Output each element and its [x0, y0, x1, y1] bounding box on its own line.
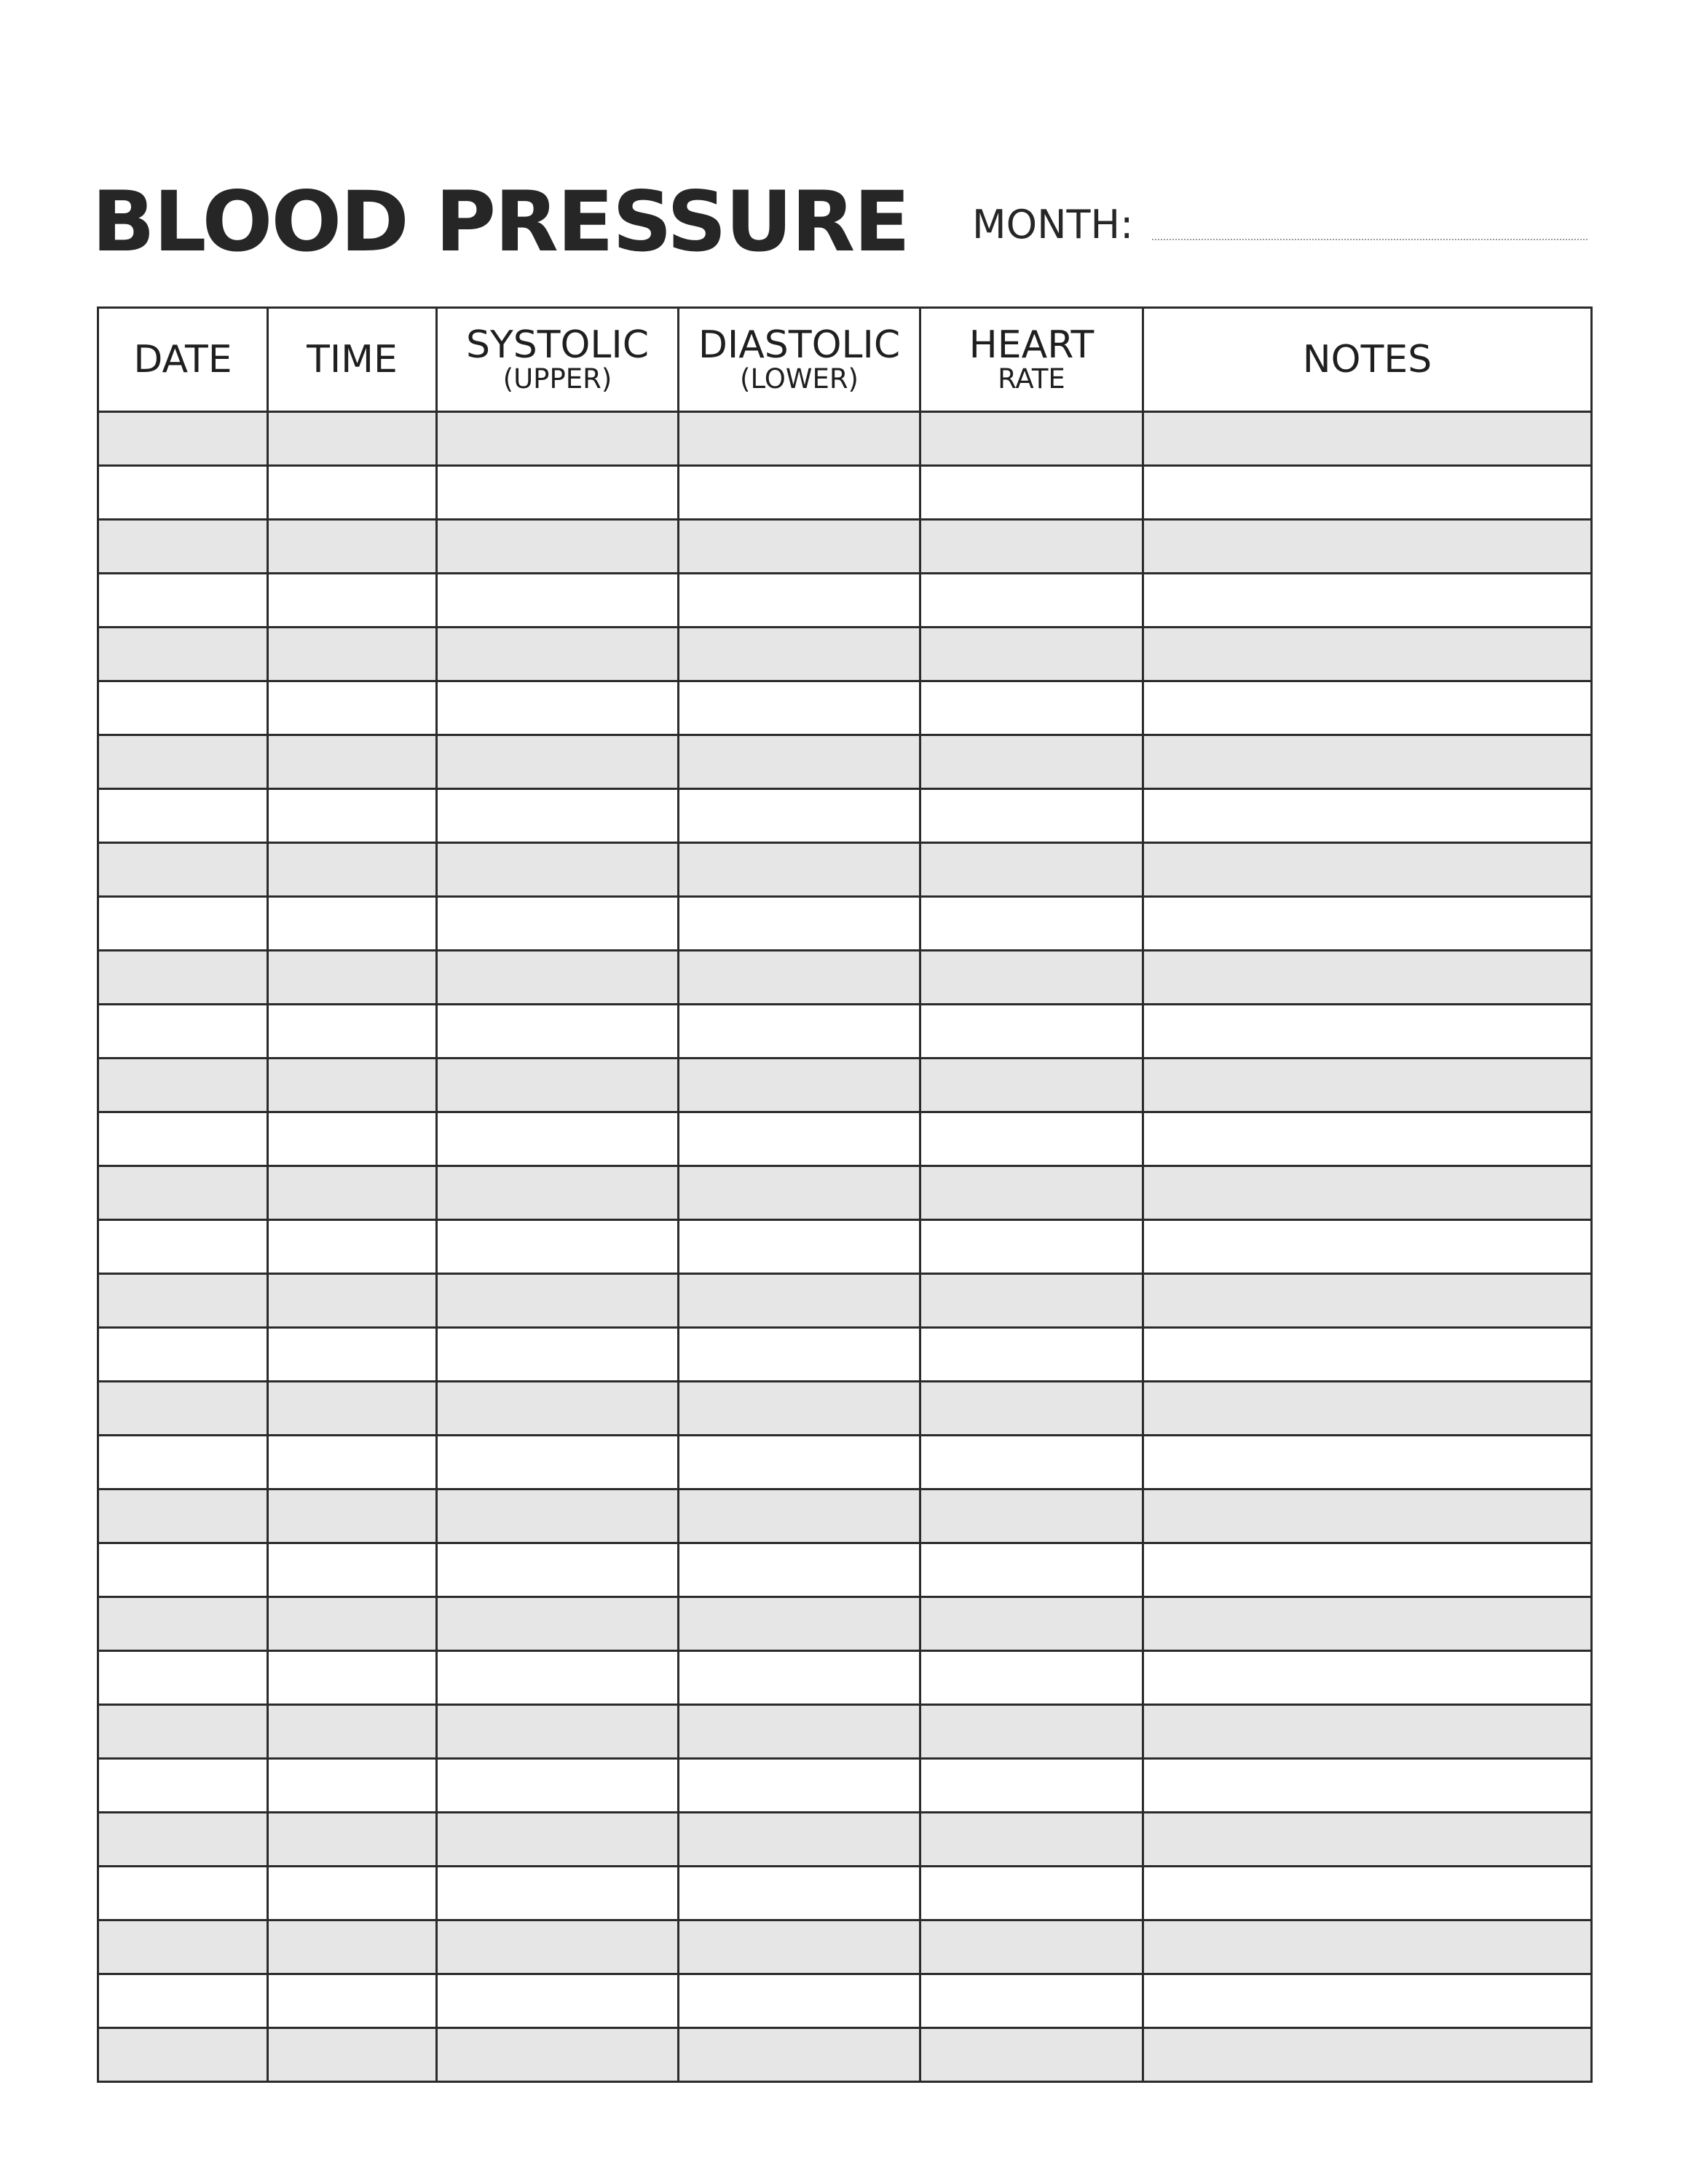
- table-row: [98, 1112, 1592, 1166]
- heart-rate-cell[interactable]: [920, 1112, 1143, 1166]
- heart-rate-cell[interactable]: [920, 1597, 1143, 1651]
- table-row: [98, 1274, 1592, 1328]
- systolic-cell[interactable]: [437, 412, 679, 466]
- time-cell[interactable]: [268, 1436, 437, 1489]
- notes-cell[interactable]: [1143, 1597, 1592, 1651]
- table-row: [98, 1543, 1592, 1597]
- date-cell[interactable]: [98, 1166, 268, 1220]
- table-row: [98, 1920, 1592, 1974]
- notes-cell[interactable]: [1143, 789, 1592, 843]
- table-row: [98, 1005, 1592, 1059]
- diastolic-cell[interactable]: [679, 843, 920, 897]
- systolic-cell[interactable]: [437, 1059, 679, 1112]
- heart-rate-cell[interactable]: [920, 412, 1143, 466]
- notes-cell[interactable]: [1143, 1436, 1592, 1489]
- heart-rate-cell[interactable]: [920, 1543, 1143, 1597]
- time-cell[interactable]: [268, 1759, 437, 1813]
- table-row: [98, 1705, 1592, 1759]
- time-cell[interactable]: [268, 1489, 437, 1543]
- table-row: [98, 1436, 1592, 1489]
- notes-cell[interactable]: [1143, 466, 1592, 520]
- date-cell[interactable]: [98, 1651, 268, 1705]
- diastolic-cell[interactable]: [679, 1597, 920, 1651]
- date-cell[interactable]: [98, 1759, 268, 1813]
- notes-cell[interactable]: [1143, 1651, 1592, 1705]
- systolic-cell[interactable]: [437, 1920, 679, 1974]
- date-cell[interactable]: [98, 1543, 268, 1597]
- time-cell[interactable]: [268, 1920, 437, 1974]
- systolic-cell[interactable]: [437, 1166, 679, 1220]
- table-row: [98, 1489, 1592, 1543]
- heart-rate-cell[interactable]: [920, 1274, 1143, 1328]
- notes-cell[interactable]: [1143, 1005, 1592, 1059]
- month-field[interactable]: [1152, 239, 1588, 240]
- diastolic-cell[interactable]: [679, 1651, 920, 1705]
- date-cell[interactable]: [98, 1382, 268, 1436]
- date-cell[interactable]: [98, 1813, 268, 1867]
- systolic-cell[interactable]: [437, 1382, 679, 1436]
- notes-cell[interactable]: [1143, 1166, 1592, 1220]
- table-row: [98, 412, 1592, 466]
- diastolic-cell[interactable]: [679, 1705, 920, 1759]
- date-cell[interactable]: [98, 1974, 268, 2028]
- column-header-heart-rate: [920, 308, 1143, 412]
- table-row: [98, 735, 1592, 789]
- date-cell[interactable]: [98, 574, 268, 628]
- notes-cell[interactable]: [1143, 681, 1592, 735]
- notes-cell[interactable]: [1143, 735, 1592, 789]
- notes-cell[interactable]: [1143, 574, 1592, 628]
- time-cell[interactable]: [268, 843, 437, 897]
- table-row: [98, 1651, 1592, 1705]
- date-cell[interactable]: [98, 466, 268, 520]
- time-cell[interactable]: [268, 628, 437, 681]
- table-row: [98, 1166, 1592, 1220]
- time-cell[interactable]: [268, 1059, 437, 1112]
- diastolic-cell[interactable]: [679, 1813, 920, 1867]
- systolic-cell[interactable]: [437, 1813, 679, 1867]
- diastolic-cell[interactable]: [679, 1328, 920, 1382]
- systolic-cell[interactable]: [437, 466, 679, 520]
- notes-cell[interactable]: [1143, 1974, 1592, 2028]
- date-cell[interactable]: [98, 1328, 268, 1382]
- log-body: [98, 412, 1592, 2082]
- heart-rate-cell[interactable]: [920, 789, 1143, 843]
- column-header-sublabel: (LOWER): [740, 363, 859, 395]
- diastolic-cell[interactable]: [679, 1436, 920, 1489]
- systolic-cell[interactable]: [437, 951, 679, 1005]
- heart-rate-cell[interactable]: [920, 843, 1143, 897]
- systolic-cell[interactable]: [437, 789, 679, 843]
- systolic-cell[interactable]: [437, 681, 679, 735]
- diastolic-cell[interactable]: [679, 1005, 920, 1059]
- date-cell[interactable]: [98, 681, 268, 735]
- time-cell[interactable]: [268, 681, 437, 735]
- notes-cell[interactable]: [1143, 520, 1592, 574]
- column-header-notes: [1143, 308, 1592, 412]
- column-header-label: NOTES: [1302, 337, 1432, 381]
- date-cell[interactable]: [98, 1920, 268, 1974]
- time-cell[interactable]: [268, 1597, 437, 1651]
- systolic-cell[interactable]: [437, 1705, 679, 1759]
- date-cell[interactable]: [98, 1597, 268, 1651]
- column-header-sublabel: RATE: [998, 363, 1065, 395]
- systolic-cell[interactable]: [437, 1543, 679, 1597]
- systolic-cell[interactable]: [437, 520, 679, 574]
- header-row: [98, 308, 1592, 412]
- table-row: [98, 1974, 1592, 2028]
- heart-rate-cell[interactable]: [920, 1867, 1143, 1920]
- diastolic-cell[interactable]: [679, 789, 920, 843]
- time-cell[interactable]: [268, 735, 437, 789]
- column-header-diastolic: [679, 308, 920, 412]
- heart-rate-cell[interactable]: [920, 466, 1143, 520]
- table-row: [98, 574, 1592, 628]
- notes-cell[interactable]: [1143, 951, 1592, 1005]
- diastolic-cell[interactable]: [679, 1489, 920, 1543]
- time-cell[interactable]: [268, 412, 437, 466]
- diastolic-cell[interactable]: [679, 1059, 920, 1112]
- column-header-label: DATE: [133, 337, 232, 381]
- time-cell[interactable]: [268, 1651, 437, 1705]
- time-cell[interactable]: [268, 466, 437, 520]
- column-header-date: [98, 308, 268, 412]
- diastolic-cell[interactable]: [679, 1974, 920, 2028]
- notes-cell[interactable]: [1143, 412, 1592, 466]
- date-cell[interactable]: [98, 1059, 268, 1112]
- systolic-cell[interactable]: [437, 1005, 679, 1059]
- time-cell[interactable]: [268, 1166, 437, 1220]
- table-row: [98, 628, 1592, 681]
- date-cell[interactable]: [98, 951, 268, 1005]
- diastolic-cell[interactable]: [679, 1543, 920, 1597]
- time-cell[interactable]: [268, 1220, 437, 1274]
- diastolic-cell[interactable]: [679, 466, 920, 520]
- date-cell[interactable]: [98, 520, 268, 574]
- systolic-cell[interactable]: [437, 843, 679, 897]
- diastolic-cell[interactable]: [679, 735, 920, 789]
- date-cell[interactable]: [98, 1705, 268, 1759]
- heart-rate-cell[interactable]: [920, 1166, 1143, 1220]
- table-row: [98, 1382, 1592, 1436]
- table-row: [98, 1220, 1592, 1274]
- time-cell[interactable]: [268, 1867, 437, 1920]
- heart-rate-cell[interactable]: [920, 520, 1143, 574]
- diastolic-cell[interactable]: [679, 897, 920, 951]
- table-row: [98, 1813, 1592, 1867]
- table-row: [98, 1867, 1592, 1920]
- date-cell[interactable]: [98, 412, 268, 466]
- heart-rate-cell[interactable]: [920, 1651, 1143, 1705]
- time-cell[interactable]: [268, 574, 437, 628]
- systolic-cell[interactable]: [437, 1974, 679, 2028]
- heart-rate-cell[interactable]: [920, 1759, 1143, 1813]
- table-row: [98, 2028, 1592, 2082]
- heart-rate-cell[interactable]: [920, 1382, 1143, 1436]
- heart-rate-cell[interactable]: [920, 1813, 1143, 1867]
- heart-rate-cell[interactable]: [920, 1705, 1143, 1759]
- time-cell[interactable]: [268, 520, 437, 574]
- diastolic-cell[interactable]: [679, 412, 920, 466]
- notes-cell[interactable]: [1143, 1813, 1592, 1867]
- time-cell[interactable]: [268, 1274, 437, 1328]
- notes-cell[interactable]: [1143, 1705, 1592, 1759]
- heart-rate-cell[interactable]: [920, 1059, 1143, 1112]
- diastolic-cell[interactable]: [679, 574, 920, 628]
- heart-rate-cell[interactable]: [920, 1436, 1143, 1489]
- heart-rate-cell[interactable]: [920, 2028, 1143, 2082]
- diastolic-cell[interactable]: [679, 2028, 920, 2082]
- diastolic-cell[interactable]: [679, 1274, 920, 1328]
- diastolic-cell[interactable]: [679, 681, 920, 735]
- table-row: [98, 1059, 1592, 1112]
- month-label: MONTH:: [972, 202, 1134, 248]
- column-header-label: HEART: [969, 323, 1095, 368]
- time-cell[interactable]: [268, 1328, 437, 1382]
- systolic-cell[interactable]: [437, 735, 679, 789]
- heart-rate-cell[interactable]: [920, 1005, 1143, 1059]
- notes-cell[interactable]: [1143, 1920, 1592, 1974]
- table-row: [98, 951, 1592, 1005]
- systolic-cell[interactable]: [437, 2028, 679, 2082]
- heart-rate-cell[interactable]: [920, 681, 1143, 735]
- heart-rate-cell[interactable]: [920, 951, 1143, 1005]
- date-cell[interactable]: [98, 1274, 268, 1328]
- notes-cell[interactable]: [1143, 1867, 1592, 1920]
- systolic-cell[interactable]: [437, 1597, 679, 1651]
- date-cell[interactable]: [98, 2028, 268, 2082]
- systolic-cell[interactable]: [437, 1867, 679, 1920]
- time-cell[interactable]: [268, 1382, 437, 1436]
- time-cell[interactable]: [268, 789, 437, 843]
- date-cell[interactable]: [98, 1867, 268, 1920]
- time-cell[interactable]: [268, 2028, 437, 2082]
- time-cell[interactable]: [268, 1974, 437, 2028]
- diastolic-cell[interactable]: [679, 1867, 920, 1920]
- notes-cell[interactable]: [1143, 2028, 1592, 2082]
- date-cell[interactable]: [98, 628, 268, 681]
- column-header-label: DIASTOLIC: [698, 323, 901, 368]
- date-cell[interactable]: [98, 1436, 268, 1489]
- heart-rate-cell[interactable]: [920, 1328, 1143, 1382]
- notes-cell[interactable]: [1143, 897, 1592, 951]
- date-cell[interactable]: [98, 735, 268, 789]
- notes-cell[interactable]: [1143, 1489, 1592, 1543]
- systolic-cell[interactable]: [437, 628, 679, 681]
- date-cell[interactable]: [98, 1005, 268, 1059]
- time-cell[interactable]: [268, 1813, 437, 1867]
- notes-cell[interactable]: [1143, 1220, 1592, 1274]
- time-cell[interactable]: [268, 1112, 437, 1166]
- systolic-cell[interactable]: [437, 1759, 679, 1813]
- diastolic-cell[interactable]: [679, 1220, 920, 1274]
- notes-cell[interactable]: [1143, 1759, 1592, 1813]
- diastolic-cell[interactable]: [679, 520, 920, 574]
- notes-cell[interactable]: [1143, 1059, 1592, 1112]
- column-header-label: TIME: [307, 337, 398, 381]
- heart-rate-cell[interactable]: [920, 1220, 1143, 1274]
- time-cell[interactable]: [268, 1005, 437, 1059]
- table-row: [98, 789, 1592, 843]
- date-cell[interactable]: [98, 1112, 268, 1166]
- time-cell[interactable]: [268, 951, 437, 1005]
- column-header-label: SYSTOLIC: [465, 323, 650, 368]
- date-cell[interactable]: [98, 843, 268, 897]
- blood-pressure-log-table: [97, 306, 1593, 2083]
- table-row: [98, 520, 1592, 574]
- systolic-cell[interactable]: [437, 1436, 679, 1489]
- table-row: [98, 897, 1592, 951]
- notes-cell[interactable]: [1143, 1112, 1592, 1166]
- diastolic-cell[interactable]: [679, 628, 920, 681]
- time-cell[interactable]: [268, 1705, 437, 1759]
- notes-cell[interactable]: [1143, 843, 1592, 897]
- date-cell[interactable]: [98, 1489, 268, 1543]
- diastolic-cell[interactable]: [679, 1920, 920, 1974]
- systolic-cell[interactable]: [437, 1220, 679, 1274]
- date-cell[interactable]: [98, 1220, 268, 1274]
- systolic-cell[interactable]: [437, 1274, 679, 1328]
- notes-cell[interactable]: [1143, 1328, 1592, 1382]
- heart-rate-cell[interactable]: [920, 897, 1143, 951]
- systolic-cell[interactable]: [437, 1651, 679, 1705]
- time-cell[interactable]: [268, 897, 437, 951]
- systolic-cell[interactable]: [437, 1328, 679, 1382]
- table-row: [98, 843, 1592, 897]
- diastolic-cell[interactable]: [679, 1112, 920, 1166]
- date-cell[interactable]: [98, 789, 268, 843]
- table-row: [98, 681, 1592, 735]
- date-cell[interactable]: [98, 897, 268, 951]
- heart-rate-cell[interactable]: [920, 1974, 1143, 2028]
- heart-rate-cell[interactable]: [920, 574, 1143, 628]
- notes-cell[interactable]: [1143, 1543, 1592, 1597]
- column-header-time: [268, 308, 437, 412]
- systolic-cell[interactable]: [437, 1489, 679, 1543]
- heart-rate-cell[interactable]: [920, 1489, 1143, 1543]
- column-header-systolic: [437, 308, 679, 412]
- notes-cell[interactable]: [1143, 1274, 1592, 1328]
- systolic-cell[interactable]: [437, 574, 679, 628]
- diastolic-cell[interactable]: [679, 951, 920, 1005]
- notes-cell[interactable]: [1143, 1382, 1592, 1436]
- table-row: [98, 466, 1592, 520]
- column-header-sublabel: (UPPER): [502, 363, 612, 395]
- diastolic-cell[interactable]: [679, 1382, 920, 1436]
- page-title: BLOOD PRESSURE: [92, 173, 910, 270]
- heart-rate-cell[interactable]: [920, 628, 1143, 681]
- table-row: [98, 1328, 1592, 1382]
- diastolic-cell[interactable]: [679, 1759, 920, 1813]
- diastolic-cell[interactable]: [679, 1166, 920, 1220]
- systolic-cell[interactable]: [437, 897, 679, 951]
- table-row: [98, 1597, 1592, 1651]
- time-cell[interactable]: [268, 1543, 437, 1597]
- notes-cell[interactable]: [1143, 628, 1592, 681]
- heart-rate-cell[interactable]: [920, 1920, 1143, 1974]
- heart-rate-cell[interactable]: [920, 735, 1143, 789]
- systolic-cell[interactable]: [437, 1112, 679, 1166]
- table-row: [98, 1759, 1592, 1813]
